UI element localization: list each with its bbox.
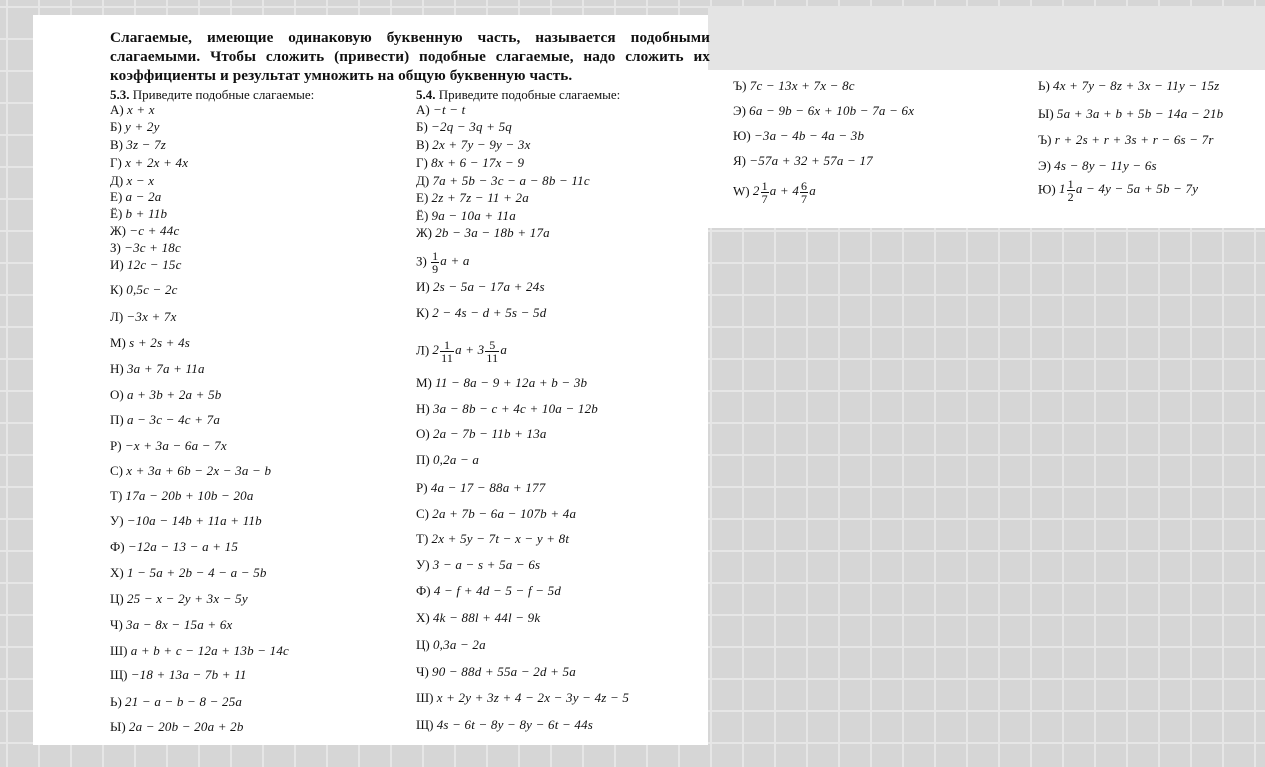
problem-expression: 2a − 20b − 20a + 2b (128, 719, 244, 734)
problem-label: Ю) (733, 128, 754, 143)
problem-item (416, 339, 507, 364)
problem-label: Р) (110, 438, 125, 453)
problem-label: О) (416, 426, 433, 441)
problem-expression: 6a − 9b − 6x + 10b − 7a − 6x (749, 103, 915, 118)
problem-expression: 2 − 4s − d + 5s − 5d (432, 305, 547, 320)
problem-item (1038, 178, 1198, 203)
fraction (485, 339, 499, 364)
problem-label: Я) (733, 153, 750, 168)
problem-expression: 2s − 5a − 17a + 24s (432, 279, 545, 294)
problem-expression: 5a + 3a + b + 5b − 14a − 21b (1056, 106, 1224, 121)
problem-expression: r + 2s + r + 3s + r − 6s − 7r (1054, 132, 1214, 147)
problem-label: П) (110, 412, 127, 427)
problem-label: Т) (110, 488, 126, 503)
rule-definition: Слагаемые, имеющие одинаковую буквенную часть, называется подобными слагаемыми. Чтобы сложить (привести) подобные слагаемые, надо сложить их коэффициенты и результат умножить на общую буквенную часть. (110, 29, 710, 84)
problem-expression: s + 2s + 4s (129, 335, 191, 350)
problem-item (416, 208, 516, 223)
fraction-numerator: 1 (761, 179, 768, 193)
problem-label: И) (110, 257, 127, 272)
problem-expression: −t − t (432, 102, 466, 117)
problem-label: Л) (416, 342, 433, 358)
problem-item (1038, 106, 1223, 121)
problem-item (416, 305, 546, 320)
problem-label: В) (416, 137, 433, 152)
problem-item (733, 153, 873, 168)
problem-item (110, 137, 166, 152)
mixed-whole: 2 (432, 342, 440, 358)
problem-expression: 21 − a − b − 8 − 25a (125, 694, 243, 709)
problem-label: Ь) (1038, 78, 1054, 93)
problem-item (733, 103, 914, 118)
problem-item (110, 539, 238, 554)
problem-item (416, 279, 545, 294)
problem-label: Б) (110, 119, 126, 134)
problem-expression: −10a − 14b + 11a + 11b (126, 513, 262, 528)
fraction-numerator: 6 (801, 179, 808, 193)
problem-expression: b + 11b (125, 206, 168, 221)
problem-label: Щ) (416, 717, 437, 732)
problem-item (416, 664, 576, 679)
problem-label: Р) (416, 480, 431, 495)
problem-expression: 0,3a − 2a (432, 637, 486, 652)
problem-item (416, 375, 587, 390)
expression-part: a (500, 342, 508, 358)
exercise-5-3 (110, 87, 410, 742)
problem-item (110, 463, 271, 478)
problem-item (110, 643, 289, 658)
problem-expression: 9a − 10a + 11a (431, 208, 516, 223)
problem-item (733, 180, 816, 205)
problem-item (416, 119, 512, 134)
problem-label: Д) (416, 173, 433, 188)
problem-expression: 12c − 15c (126, 257, 182, 272)
problem-item (110, 694, 242, 709)
problem-expression: −2q − 3q + 5q (431, 119, 512, 134)
problem-label: Э) (733, 103, 750, 118)
problem-label: Ы) (1038, 106, 1057, 121)
problem-expression: 4 − f + 4d − 5 − f − 5d (433, 583, 562, 598)
problem-item (733, 128, 864, 143)
continuation-column-1 (733, 78, 1023, 218)
problem-label: С) (416, 506, 433, 521)
problem-label: Т) (416, 531, 432, 546)
problem-label: Ж) (110, 223, 130, 238)
problem-item (416, 173, 590, 188)
problem-item (110, 513, 262, 528)
problem-label: Х) (110, 565, 127, 580)
problem-expression: −3x + 7x (126, 309, 177, 324)
problem-item (110, 119, 160, 134)
fraction-numerator: 1 (440, 339, 454, 352)
problem-item (110, 189, 162, 204)
problem-label: З) (110, 240, 125, 255)
problem-item (110, 206, 167, 221)
problem-label: П) (416, 452, 433, 467)
mixed-whole: 1 (1058, 181, 1066, 197)
problem-item (110, 412, 220, 427)
problem-label: Ж) (416, 225, 436, 240)
problem-label: Е) (110, 189, 126, 204)
problem-expression (1058, 177, 1199, 204)
problem-label: Д) (110, 173, 127, 188)
problem-expression: 2b − 3a − 18b + 17a (435, 225, 550, 240)
continuation-column-2 (1038, 78, 1263, 218)
problem-item (110, 565, 267, 580)
problem-label: Г) (110, 155, 126, 170)
problem-label: Ч) (110, 617, 127, 632)
problem-item (733, 78, 855, 93)
problem-item (110, 102, 155, 117)
problem-expression: x + 2x + 4x (125, 155, 189, 170)
problem-expression: 0,5c − 2c (126, 282, 178, 297)
problem-expression: 17a − 20b + 10b − 20a (125, 488, 254, 503)
problem-expression: 2z + 7z − 11 + 2a (431, 190, 529, 205)
problem-label: У) (110, 513, 127, 528)
problem-label: Э) (1038, 158, 1055, 173)
exercise-number: 5.4. (416, 87, 436, 102)
problem-item (110, 667, 247, 682)
problem-label: Ш) (110, 643, 131, 658)
problem-expression: 2a + 7b − 6a − 107b + 4a (432, 506, 577, 521)
problem-expression: 7c − 13x + 7x − 8c (749, 78, 855, 93)
problem-expression: 3z − 7z (126, 137, 167, 152)
fraction-denominator: 7 (801, 192, 808, 206)
expression-part: a + 4 (769, 183, 800, 199)
problem-expression: x + x (126, 102, 155, 117)
fraction-numerator: 1 (432, 249, 439, 263)
problem-label: К) (110, 282, 127, 297)
problem-item (416, 250, 470, 275)
problem-expression: 4s − 6t − 8y − 8y − 6t − 44s (436, 717, 594, 732)
problem-label: А) (110, 102, 127, 117)
problem-label: В) (110, 137, 127, 152)
problem-item (1038, 132, 1214, 147)
problem-item (110, 617, 233, 632)
problem-item (110, 240, 181, 255)
problem-label: Ц) (110, 591, 127, 606)
exercise-title: Приведите подобные слагаемые: (438, 87, 621, 102)
expression-part: a + 3 (455, 342, 485, 358)
problem-item (416, 637, 486, 652)
problem-item (110, 173, 154, 188)
problem-label: Е) (416, 190, 432, 205)
exercise-number: 5.3. (110, 87, 130, 102)
problem-label: Ъ) (1038, 132, 1055, 147)
problem-label: Г) (416, 155, 432, 170)
fraction-numerator: 1 (1067, 177, 1074, 191)
problem-item (416, 452, 479, 467)
exercise-title: Приведите подобные слагаемые: (132, 87, 315, 102)
expression-part: a − 4y − 5a + 5b − 7y (1075, 181, 1199, 197)
problem-expression: −x + 3a − 6a − 7x (124, 438, 227, 453)
problem-expression: 0,2a − a (432, 452, 480, 467)
fraction-denominator: 9 (432, 262, 439, 276)
problem-item (416, 480, 545, 495)
fraction-denominator: 11 (486, 351, 499, 365)
exercise-heading (416, 87, 706, 102)
problem-item (416, 137, 531, 152)
problem-label: М) (110, 335, 130, 350)
problem-expression: 4a − 17 − 88a + 177 (430, 480, 546, 495)
problem-expression: −12a − 13 − a + 15 (127, 539, 239, 554)
problem-item (416, 717, 593, 732)
problem-expression (432, 338, 508, 365)
problem-expression: 3a + 7a + 11a (126, 361, 205, 376)
problem-expression: 3a − 8b − c + 4c + 10a − 12b (432, 401, 598, 416)
problem-expression: 90 − 88d + 55a − 2d + 5a (432, 664, 576, 679)
problem-item (416, 557, 540, 572)
problem-label: Ш) (416, 690, 437, 705)
problem-label: М) (416, 375, 436, 390)
exercise-heading (110, 87, 410, 102)
problem-expression: a + 3b + 2a + 5b (126, 387, 222, 402)
problem-item (110, 335, 190, 350)
problem-item (110, 223, 179, 238)
problem-expression: 25 − x − 2y + 3x − 5y (126, 591, 248, 606)
problem-expression: 4x + 7y − 8z + 3x − 11y − 15z (1053, 78, 1220, 93)
fraction-numerator: 5 (485, 339, 499, 352)
problem-expression: x + 2y + 3z + 4 − 2x − 3y − 4z − 5 (436, 690, 630, 705)
problem-item (110, 361, 205, 376)
problem-label: Ы) (110, 719, 129, 734)
expression-part: a + a (440, 253, 470, 269)
problem-expression: 3a − 8x − 15a + 6x (126, 617, 233, 632)
problem-item (110, 257, 182, 272)
problem-item (416, 583, 561, 598)
problem-expression: 2a − 7b − 11b + 13a (432, 426, 547, 441)
problem-item (1038, 78, 1219, 93)
problem-item (110, 719, 244, 734)
problem-item (416, 506, 576, 521)
problem-expression: −18 + 13a − 7b + 11 (130, 667, 247, 682)
problem-label: У) (416, 557, 433, 572)
problem-expression: 7a + 5b − 3c − a − 8b − 11c (432, 173, 590, 188)
fraction-denominator: 2 (1067, 190, 1074, 204)
problem-label: Н) (110, 361, 127, 376)
problem-label: Ъ) (733, 78, 750, 93)
problem-expression: 8x + 6 − 17x − 9 (431, 155, 525, 170)
problem-expression: 1 − 5a + 2b − 4 − a − 5b (126, 565, 267, 580)
problem-item (416, 225, 550, 240)
problem-item (110, 591, 248, 606)
problem-label: Ф) (416, 583, 434, 598)
expression-part: a (809, 183, 816, 199)
problem-item (416, 531, 569, 546)
problem-label: Б) (416, 119, 432, 134)
mixed-whole: 2 (752, 183, 760, 199)
problem-label: Н) (416, 401, 433, 416)
problem-item (416, 401, 598, 416)
problem-label: С) (110, 463, 127, 478)
problem-expression: 3 − a − s + 5a − 6s (432, 557, 541, 572)
exercise-5-4 (416, 87, 706, 742)
problem-item (110, 155, 188, 170)
fraction (431, 250, 439, 275)
problem-label: Х) (416, 610, 433, 625)
background-strip (708, 6, 1265, 70)
problem-label: Ц) (416, 637, 433, 652)
problem-label: Ф) (110, 539, 128, 554)
problem-item (110, 309, 177, 324)
problem-expression: 2x + 7y − 9y − 3x (432, 137, 531, 152)
problem-expression: x + 3a + 6b − 2x − 3a − b (126, 463, 272, 478)
problem-label: О) (110, 387, 127, 402)
problem-item (416, 690, 629, 705)
problem-expression: a + b + c − 12a + 13b − 14c (130, 643, 290, 658)
fraction (440, 339, 454, 364)
problem-label: Щ) (110, 667, 131, 682)
fraction (761, 180, 769, 205)
problem-label: З) (416, 253, 431, 269)
problem-expression: x − x (126, 173, 155, 188)
problem-expression: a − 2a (125, 189, 162, 204)
problem-expression: −3c + 18c (124, 240, 181, 255)
problem-label: К) (416, 305, 433, 320)
problem-expression: 4s − 8y − 11y − 6s (1054, 158, 1157, 173)
problem-label: Ч) (416, 664, 433, 679)
problem-label: И) (416, 279, 433, 294)
problem-expression: −3a − 4b − 4a − 3b (753, 128, 865, 143)
problem-label: Л) (110, 309, 127, 324)
problem-expression (752, 179, 816, 206)
problem-item (1038, 158, 1157, 173)
problem-item (416, 190, 529, 205)
problem-expression (430, 249, 470, 276)
problem-item (416, 102, 465, 117)
problem-expression: 4k − 88l + 44l − 9k (432, 610, 541, 625)
problem-label: Ё) (110, 206, 126, 221)
fraction-denominator: 11 (441, 351, 454, 365)
problem-label: А) (416, 102, 433, 117)
problem-expression: −c + 44c (129, 223, 180, 238)
problem-item (416, 426, 547, 441)
fraction (800, 180, 808, 205)
problem-item (110, 387, 222, 402)
problem-item (416, 155, 524, 170)
fraction-denominator: 7 (761, 192, 768, 206)
problem-expression: y + 2y (125, 119, 160, 134)
problem-expression: a − 3c − 4c + 7a (126, 412, 221, 427)
problem-expression: 11 − 8a − 9 + 12a + b − 3b (435, 375, 588, 390)
problem-expression: 2x + 5y − 7t − x − y + 8t (431, 531, 570, 546)
fraction (1067, 178, 1075, 203)
problem-item (110, 282, 178, 297)
problem-label: Ь) (110, 694, 126, 709)
problem-item (416, 610, 540, 625)
problem-item (110, 488, 254, 503)
problem-label: Ю) (1038, 181, 1059, 197)
problem-label: Ё) (416, 208, 432, 223)
problem-label: W) (733, 183, 753, 199)
problem-expression: −57a + 32 + 57a − 17 (749, 153, 873, 168)
problem-item (110, 438, 227, 453)
